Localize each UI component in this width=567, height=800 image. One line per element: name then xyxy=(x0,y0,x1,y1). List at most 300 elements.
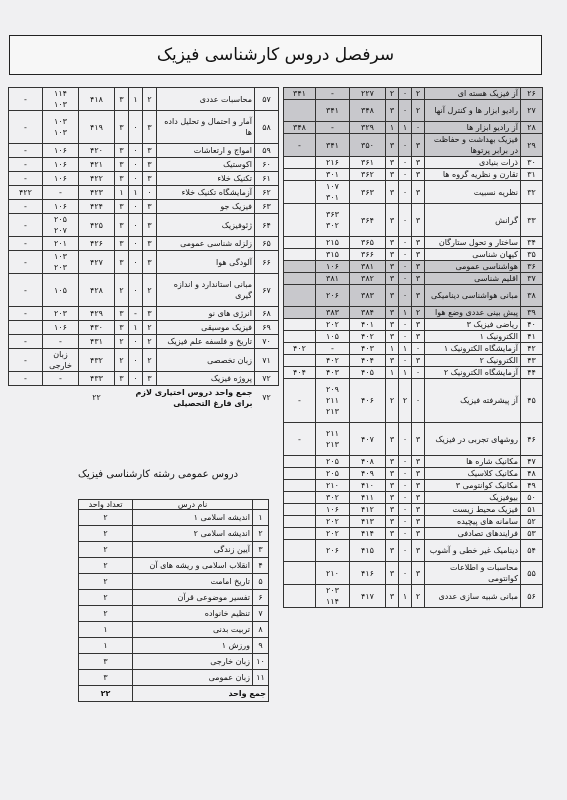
total-units: ۳ xyxy=(386,169,399,181)
theory-units: ۳ xyxy=(412,204,425,237)
course-name: آلودگی هوا xyxy=(157,251,255,274)
table-row xyxy=(9,200,279,214)
row-number: ۱۰ xyxy=(253,654,269,670)
table-row xyxy=(284,88,543,100)
total-value: ۲۲ xyxy=(79,686,133,702)
table-row xyxy=(9,144,279,158)
table-row xyxy=(79,590,269,606)
table-row xyxy=(284,492,543,504)
total-units: ۳ xyxy=(386,331,399,343)
theory-units: ۳ xyxy=(412,492,425,504)
header-units: تعداد واحد xyxy=(79,500,133,510)
row-number: ۵۵ xyxy=(521,562,543,585)
prerequisite: ۲۱۰ xyxy=(316,480,350,492)
prerequisite: ۳۸۳ xyxy=(316,307,350,319)
row-number: ۴۴ xyxy=(521,367,543,379)
theory-units: ۳ xyxy=(412,319,425,331)
prerequisite: ۳۶۳ ۳۰۲ xyxy=(316,204,350,237)
prerequisite: - xyxy=(316,343,350,355)
course-code: ۴۱۳ xyxy=(350,516,386,528)
theory-units: ۳ xyxy=(412,249,425,261)
practical-units: ۰ xyxy=(399,249,412,261)
course-units: ۱ xyxy=(79,638,133,654)
practical-units: ۰ xyxy=(399,504,412,516)
table-row xyxy=(284,261,543,273)
table-row xyxy=(9,214,279,237)
course-code: ۳۶۳ xyxy=(350,181,386,204)
row-number: ۲۷ xyxy=(521,100,543,122)
course-code: ۴۱۱ xyxy=(350,492,386,504)
corequisite: ۴۲۲ xyxy=(9,186,43,200)
course-code: ۴۰۱ xyxy=(350,319,386,331)
course-name: تفسير موضوعی قرآن xyxy=(133,590,253,606)
prerequisite: ۲۰۱ xyxy=(43,237,79,251)
total-units: ۳ xyxy=(115,307,129,321)
prerequisite: ۲۰۳ ۱۱۴ xyxy=(316,585,350,608)
prerequisite: ۳۴۱ xyxy=(316,134,350,157)
prerequisite: ۱۱۴ ۱۰۳ xyxy=(43,88,79,111)
course-name: فيزيک موسيقی xyxy=(157,321,255,335)
total-units: ۳ xyxy=(115,251,129,274)
table-row xyxy=(79,638,269,654)
table-row xyxy=(284,480,543,492)
practical-units: ۰ xyxy=(399,181,412,204)
corequisite: - xyxy=(9,237,43,251)
corequisite xyxy=(284,516,316,528)
course-name: ذرات بنيادی xyxy=(425,157,521,169)
prerequisite: ۱۰۶ xyxy=(316,504,350,516)
prerequisite: - xyxy=(316,122,350,134)
practical-units: ۰ xyxy=(399,528,412,540)
course-name: ژئوفيزيک xyxy=(157,214,255,237)
summary-spacer xyxy=(9,386,79,410)
course-name: تقارن و نظريه گروه ها xyxy=(425,169,521,181)
theory-units: ۳ xyxy=(412,504,425,516)
corequisite: ۴۰۲ xyxy=(284,343,316,355)
course-name: آمار و احتمال و تحليل داده ها xyxy=(157,111,255,144)
theory-units: ۲ xyxy=(412,100,425,122)
course-code: ۳۲۹ xyxy=(350,122,386,134)
row-number: ۳۴ xyxy=(521,237,543,249)
table-row xyxy=(79,558,269,574)
summary-value: ۲۲ xyxy=(92,393,101,403)
prerequisite: ۱۰۵ xyxy=(43,274,79,307)
course-name: رياضی فيزيک ۳ xyxy=(425,319,521,331)
theory-units: ۳ xyxy=(143,237,157,251)
course-code: ۴۰۵ xyxy=(350,367,386,379)
table-row xyxy=(284,423,543,456)
corequisite xyxy=(284,273,316,285)
corequisite xyxy=(284,169,316,181)
table-row xyxy=(284,319,543,331)
course-name: سامانه های پيچيده xyxy=(425,516,521,528)
corequisite xyxy=(284,249,316,261)
header-course-name: نام درس xyxy=(133,500,253,510)
course-code: ۳۸۲ xyxy=(350,273,386,285)
row-number: ۲۶ xyxy=(521,88,543,100)
prerequisite: ۳۸۱ xyxy=(316,273,350,285)
total-units: ۱ xyxy=(386,367,399,379)
course-name: مبانی استاندارد و اندازه گيری xyxy=(157,274,255,307)
table-row xyxy=(284,456,543,468)
table-row xyxy=(284,562,543,585)
row-number: ۷ xyxy=(253,606,269,622)
table-row xyxy=(79,542,269,558)
practical-units: - xyxy=(129,307,143,321)
theory-units: ۳ xyxy=(143,144,157,158)
corequisite xyxy=(284,157,316,169)
course-code: ۳۶۴ xyxy=(350,204,386,237)
row-number: ۳۶ xyxy=(521,261,543,273)
prerequisite: ۱۰۵ xyxy=(316,331,350,343)
row-number: ۳۲ xyxy=(521,181,543,204)
corequisite: - xyxy=(9,251,43,274)
table-row xyxy=(284,540,543,562)
row-number: ۶۷ xyxy=(255,274,279,307)
total-units: ۳ xyxy=(115,321,129,335)
course-code: ۴۲۴ xyxy=(79,200,115,214)
course-units: ۳ xyxy=(79,654,133,670)
theory-units: ۲ xyxy=(143,321,157,335)
corequisite: - xyxy=(9,372,43,386)
practical-units: ۰ xyxy=(399,319,412,331)
theory-units: ۲ xyxy=(143,88,157,111)
course-code: ۳۸۳ xyxy=(350,285,386,307)
theory-units: ۳ xyxy=(412,423,425,456)
theory-units: ۲ xyxy=(143,274,157,307)
corequisite: - xyxy=(9,158,43,172)
course-name: فيزيک جو xyxy=(157,200,255,214)
general-header-row xyxy=(79,500,269,510)
practical-units: ۰ xyxy=(399,355,412,367)
practical-units: ۰ xyxy=(129,158,143,172)
table-row xyxy=(9,274,279,307)
corequisite xyxy=(284,540,316,562)
table-row xyxy=(79,510,269,526)
prerequisite: ۲۱۵ xyxy=(316,237,350,249)
prerequisite: ۲۰۶ xyxy=(316,540,350,562)
row-number: ۵۴ xyxy=(521,540,543,562)
theory-units: ۰ xyxy=(412,379,425,423)
total-label: جمع واحد xyxy=(133,686,269,702)
course-code: ۴۰۷ xyxy=(350,423,386,456)
row-number: ۳۰ xyxy=(521,157,543,169)
practical-units: ۱ xyxy=(129,321,143,335)
total-units: ۳ xyxy=(386,319,399,331)
table-row xyxy=(9,349,279,372)
table-row xyxy=(284,169,543,181)
theory-units: ۳ xyxy=(143,214,157,237)
course-code: ۴۰۸ xyxy=(350,456,386,468)
course-name: تربيت بدنی xyxy=(133,622,253,638)
total-units: ۳ xyxy=(386,273,399,285)
row-number: ۸ xyxy=(253,622,269,638)
corequisite: ۳۴۱ xyxy=(284,88,316,100)
prerequisite: ۱۰۶ xyxy=(43,200,79,214)
row-number: ۳۵ xyxy=(521,249,543,261)
course-name: روشهای تجربی در فيزيک xyxy=(425,423,521,456)
course-code: ۴۰۶ xyxy=(350,379,386,423)
row-number: ۳۸ xyxy=(521,285,543,307)
course-units: ۳ xyxy=(79,670,133,686)
total-units: ۲ xyxy=(386,88,399,100)
theory-units: ۳ xyxy=(412,169,425,181)
practical-units: ۲ xyxy=(399,379,412,423)
course-name: پيش بينی عددی وضع هوا xyxy=(425,307,521,319)
row-number: ۶ xyxy=(253,590,269,606)
prerequisite: ۲۰۲ xyxy=(316,319,350,331)
row-number: ۵۲ xyxy=(521,516,543,528)
table-row xyxy=(284,204,543,237)
course-units: ۲ xyxy=(79,558,133,574)
total-units: ۲ xyxy=(386,379,399,423)
theory-units: ۳ xyxy=(412,157,425,169)
prerequisite: زبان خارجی xyxy=(43,349,79,372)
course-code: ۴۳۳ xyxy=(79,372,115,386)
row-number: ۵ xyxy=(253,574,269,590)
course-name: فرايندهای تصادفی xyxy=(425,528,521,540)
course-name: هواشناسی عمومی xyxy=(425,261,521,273)
course-code: ۴۲۰ xyxy=(79,144,115,158)
prerequisite: ۱۰۶ xyxy=(43,172,79,186)
course-code: ۳۸۱ xyxy=(350,261,386,273)
practical-units: ۰ xyxy=(399,88,412,100)
practical-units: ۰ xyxy=(399,273,412,285)
theory-units: ۳ xyxy=(412,528,425,540)
corequisite xyxy=(284,204,316,237)
prerequisite: ۱۰۶ xyxy=(43,321,79,335)
row-number: ۳۳ xyxy=(521,204,543,237)
prerequisite: ۲۱۰ xyxy=(316,562,350,585)
total-units: ۳ xyxy=(386,261,399,273)
corequisite: - xyxy=(9,307,43,321)
course-name: انديشه اسلامی ۲ xyxy=(133,526,253,542)
total-units: ۳ xyxy=(115,372,129,386)
total-units: ۳ xyxy=(386,134,399,157)
row-number: ۶۲ xyxy=(255,186,279,200)
corequisite xyxy=(284,562,316,585)
row-number: ۵۱ xyxy=(521,504,543,516)
general-courses-table xyxy=(78,499,269,702)
course-code: ۴۱۷ xyxy=(350,585,386,608)
course-name: انقلاب اسلامی و ريشه های آن xyxy=(133,558,253,574)
prerequisite: - xyxy=(43,372,79,386)
prerequisite: - xyxy=(43,186,79,200)
row-number: ۵۰ xyxy=(521,492,543,504)
theory-units: ۳ xyxy=(143,372,157,386)
course-code: ۴۱۹ xyxy=(79,111,115,144)
table-row xyxy=(284,331,543,343)
course-name: بيوفيزيک xyxy=(425,492,521,504)
prerequisite: ۱۰۶ xyxy=(43,158,79,172)
row-number: ۶۹ xyxy=(255,321,279,335)
table-row xyxy=(9,372,279,386)
table-row xyxy=(79,606,269,622)
table-row xyxy=(284,237,543,249)
course-code: ۴۲۲ xyxy=(79,172,115,186)
right-course-table xyxy=(283,87,543,608)
prerequisite: ۲۰۵ xyxy=(316,456,350,468)
theory-units: ۳ xyxy=(412,355,425,367)
table-row xyxy=(284,504,543,516)
course-code: ۴۱۴ xyxy=(350,528,386,540)
course-code: ۳۶۲ xyxy=(350,169,386,181)
row-number: ۴۸ xyxy=(521,468,543,480)
course-code: ۴۰۹ xyxy=(350,468,386,480)
theory-units: ۳ xyxy=(412,237,425,249)
practical-units: ۰ xyxy=(129,172,143,186)
practical-units: ۰ xyxy=(399,492,412,504)
practical-units: ۰ xyxy=(399,100,412,122)
row-number: ۴۰ xyxy=(521,319,543,331)
total-units: ۳ xyxy=(115,237,129,251)
course-name: آزمايشگاه الکترونيک ۱ xyxy=(425,343,521,355)
table-row xyxy=(284,355,543,367)
total-units: ۳ xyxy=(386,585,399,608)
course-name: پروژه فيزيک xyxy=(157,372,255,386)
theory-units: ۳ xyxy=(143,200,157,214)
corequisite xyxy=(284,585,316,608)
total-units: ۳ xyxy=(386,423,399,456)
row-number: ۲ xyxy=(253,526,269,542)
practical-units: ۰ xyxy=(399,157,412,169)
theory-units: ۳ xyxy=(412,261,425,273)
prerequisite: ۲۱۶ xyxy=(316,157,350,169)
total-units: ۲ xyxy=(115,349,129,372)
prerequisite: - xyxy=(43,335,79,349)
corequisite: - xyxy=(9,349,43,372)
practical-units: ۱ xyxy=(399,585,412,608)
total-units: ۳ xyxy=(386,355,399,367)
course-name: مبانی هواشناسی ديناميکی xyxy=(425,285,521,307)
theory-units: ۳ xyxy=(412,285,425,307)
theory-units: ۳ xyxy=(412,273,425,285)
table-row xyxy=(284,249,543,261)
practical-units: ۰ xyxy=(129,274,143,307)
course-name: آزمايشگاه الکترونيک ۲ xyxy=(425,367,521,379)
theory-units: ۲ xyxy=(412,88,425,100)
practical-units: ۱ xyxy=(399,343,412,355)
course-name: راديو ابزار ها و کنترل آنها xyxy=(425,100,521,122)
theory-units: ۳ xyxy=(412,516,425,528)
course-code: ۴۲۹ xyxy=(79,307,115,321)
prerequisite: ۱۰۳ ۲۰۳ xyxy=(43,251,79,274)
table-row xyxy=(284,181,543,204)
course-units: ۲ xyxy=(79,526,133,542)
row-number: ۳۹ xyxy=(521,307,543,319)
practical-units: ۰ xyxy=(399,331,412,343)
prerequisite: ۲۱۱ ۲۱۳ xyxy=(316,423,350,456)
total-units: ۳ xyxy=(386,249,399,261)
row-number: ۵۹ xyxy=(255,144,279,158)
row-number: ۴۶ xyxy=(521,423,543,456)
total-units: ۱ xyxy=(115,186,129,200)
total-units: ۳ xyxy=(115,88,129,111)
corequisite xyxy=(284,528,316,540)
table-row xyxy=(9,111,279,144)
corequisite xyxy=(9,321,43,335)
prerequisite: ۴۰۲ xyxy=(316,355,350,367)
row-number: ۵۳ xyxy=(521,528,543,540)
practical-units: ۰ xyxy=(129,372,143,386)
prerequisite: ۳۱۵ xyxy=(316,249,350,261)
table-row xyxy=(9,307,279,321)
course-code: ۴۲۶ xyxy=(79,237,115,251)
table-row xyxy=(9,88,279,111)
total-units: ۲ xyxy=(115,274,129,307)
prerequisite: - xyxy=(316,88,350,100)
course-name: اکوستيک xyxy=(157,158,255,172)
prerequisite: ۴۰۳ xyxy=(316,367,350,379)
row-number: ۳۱ xyxy=(521,169,543,181)
header-index xyxy=(253,500,269,510)
practical-units: ۰ xyxy=(399,237,412,249)
total-units: ۱ xyxy=(386,343,399,355)
total-units: ۳ xyxy=(386,492,399,504)
total-units: ۳ xyxy=(386,504,399,516)
practical-units: ۰ xyxy=(399,285,412,307)
practical-units: ۰ xyxy=(399,134,412,157)
practical-units: ۰ xyxy=(129,237,143,251)
course-code: ۴۲۷ xyxy=(79,251,115,274)
corequisite xyxy=(284,331,316,343)
row-number: ۶۱ xyxy=(255,172,279,186)
course-name: مکانيک شاره ها xyxy=(425,456,521,468)
practical-units: ۰ xyxy=(129,200,143,214)
course-code: ۴۰۴ xyxy=(350,355,386,367)
practical-units: ۰ xyxy=(129,214,143,237)
course-units: ۲ xyxy=(79,590,133,606)
course-name: انديشه اسلامی ۱ xyxy=(133,510,253,526)
course-name: انرژی های نو xyxy=(157,307,255,321)
course-name: مبانی شبيه سازی عددی xyxy=(425,585,521,608)
total-units: ۳ xyxy=(386,562,399,585)
corequisite xyxy=(284,355,316,367)
theory-units: ۳ xyxy=(412,134,425,157)
practical-units: ۰ xyxy=(129,251,143,274)
course-code: ۴۲۸ xyxy=(79,274,115,307)
course-units: ۱ xyxy=(79,622,133,638)
row-number: ۳ xyxy=(253,542,269,558)
practical-units: ۰ xyxy=(399,456,412,468)
total-units: ۳ xyxy=(386,285,399,307)
corequisite xyxy=(284,504,316,516)
theory-units: ۲ xyxy=(412,585,425,608)
course-name: نظريه نسبيت xyxy=(425,181,521,204)
table-row xyxy=(79,526,269,542)
course-code: ۴۱۵ xyxy=(350,540,386,562)
table-row xyxy=(79,574,269,590)
total-units: ۳ xyxy=(386,237,399,249)
prerequisite: ۲۰۶ xyxy=(316,285,350,307)
course-code: ۳۶۶ xyxy=(350,249,386,261)
prerequisite: ۲۰۵ ۲۰۷ xyxy=(43,214,79,237)
prerequisite: ۳۰۱ xyxy=(316,169,350,181)
prerequisite: ۳۴۱ xyxy=(316,100,350,122)
course-name: تاريخ امامت xyxy=(133,574,253,590)
course-code: ۳۶۱ xyxy=(350,157,386,169)
table-row xyxy=(284,379,543,423)
prerequisite: ۲۰۹ ۲۱۱ ۲۱۳ xyxy=(316,379,350,423)
course-name: مکانيک کلاسيک xyxy=(425,468,521,480)
row-number: ۵۶ xyxy=(521,585,543,608)
practical-units: ۰ xyxy=(129,144,143,158)
row-number: ۱ xyxy=(253,510,269,526)
table-row xyxy=(284,528,543,540)
row-number: ۲۹ xyxy=(521,134,543,157)
course-name: مکانيک کوانتومی ۳ xyxy=(425,480,521,492)
practical-units: ۰ xyxy=(399,169,412,181)
